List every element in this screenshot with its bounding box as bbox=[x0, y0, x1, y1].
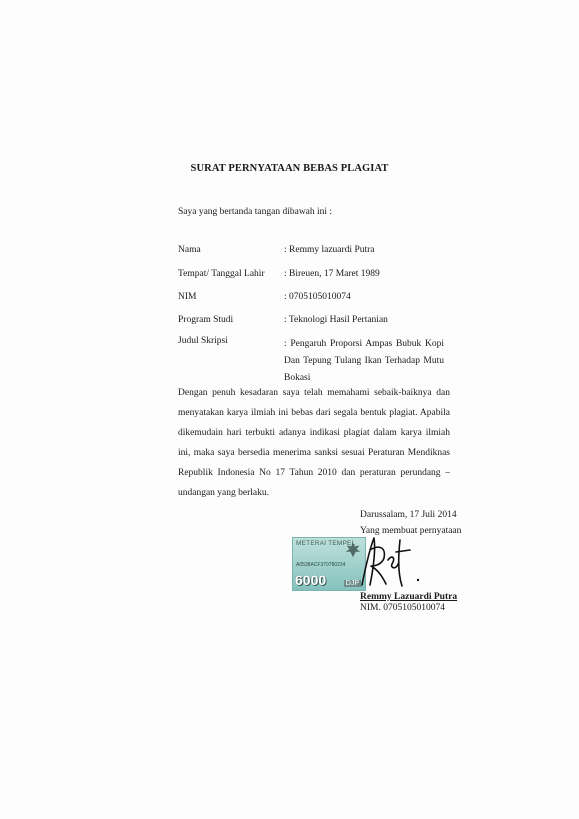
field-label: NIM bbox=[178, 292, 197, 302]
stamp-value: 6000 bbox=[295, 572, 327, 588]
stamp-label: DJP bbox=[345, 580, 359, 587]
document-title: SURAT PERNYATAAN BEBAS PLAGIAT bbox=[190, 163, 389, 174]
field-label: Nama bbox=[178, 245, 201, 255]
field-label: Judul Skripsi bbox=[178, 336, 228, 346]
stamp-title: METERAI TEMPEL bbox=[296, 540, 356, 547]
statement-paragraph: Dengan penuh kesadaran saya telah memahami sebaik-baiknya dan menyatakan karya ilmiah ini bebas dari segala bentuk plagiat. Apabila dikemudain hari terbukti adanya indikasi plagiat dalam karya ilmiah ini, maka saya bersedia menerima sanksi sesuai Peraturan Mendiknas Republik Indonesia No 17 Tahun 2010 dan peraturan perundang – undangan yang berlaku. bbox=[178, 388, 450, 498]
intro-text: Saya yang bertanda tangan dibawah ini : bbox=[178, 207, 333, 217]
signer-name: Remmy Lazuardi Putra bbox=[360, 592, 458, 602]
stamp-code: A0538ACF370780234 bbox=[296, 562, 346, 568]
place-date: Darussalam, 17 Juli 2014 bbox=[360, 510, 457, 520]
field-label: Program Studi bbox=[178, 315, 234, 325]
field-value: : Bireuen, 17 Maret 1989 bbox=[284, 269, 380, 279]
maker-label: Yang membuat pernyataan bbox=[360, 526, 462, 536]
handwritten-signature bbox=[340, 530, 430, 592]
field-value: : Remmy lazuardi Putra bbox=[284, 245, 375, 255]
field-value: : Pengaruh Proporsi Ampas Bubuk Kopi Dan Tepung Tulang Ikan Terhadap Mutu Bokasi bbox=[284, 339, 444, 383]
field-label: Tempat/ Tanggal Lahir bbox=[178, 269, 265, 279]
field-value: : Teknologi Hasil Pertanian bbox=[284, 315, 388, 325]
signer-nim: NIM. 0705105010074 bbox=[360, 603, 445, 613]
field-value: : 0705105010074 bbox=[284, 292, 351, 302]
